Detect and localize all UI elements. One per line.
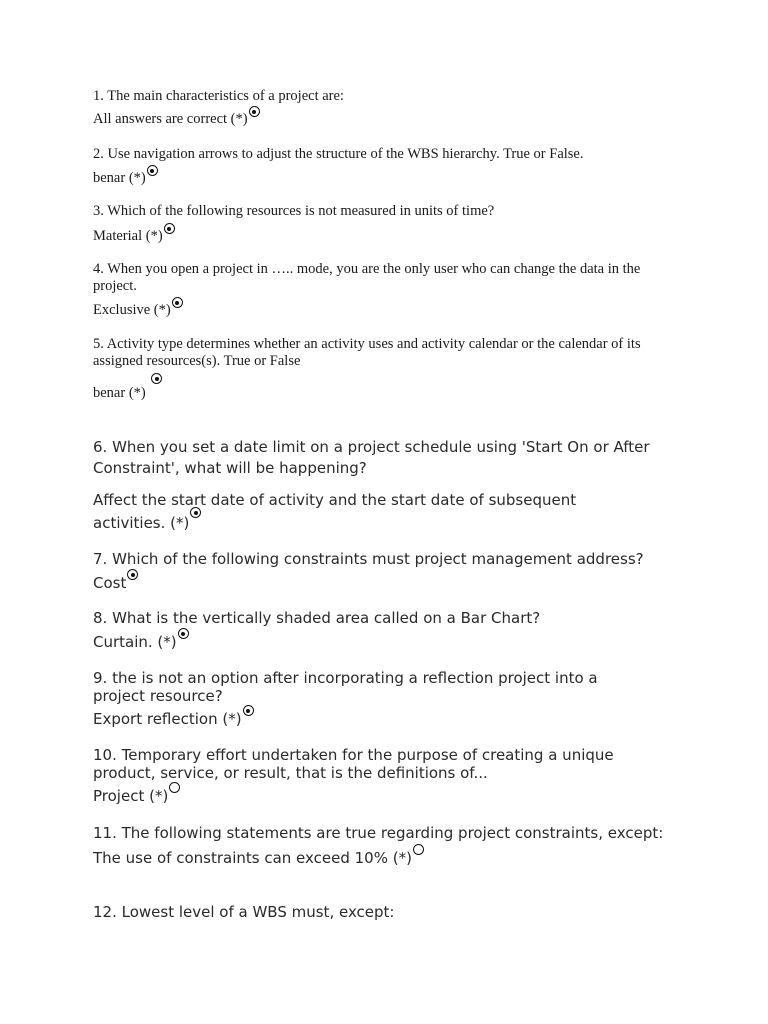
answer-1-text: All answers are correct (*) xyxy=(93,111,248,127)
answer-9 xyxy=(93,710,653,728)
radio-selected-icon[interactable] xyxy=(243,705,254,716)
radio-unselected-icon[interactable] xyxy=(413,844,424,855)
radio-selected-icon[interactable] xyxy=(127,569,138,580)
answer-11-text: The use of constraints can exceed 10% (*) xyxy=(93,849,412,867)
quiz-item-12 xyxy=(93,903,693,921)
radio-selected-icon[interactable] xyxy=(249,106,260,117)
answer-7-text: Cost xyxy=(93,574,127,592)
question-3: 3. Which of the following resources is not measured in units of time? xyxy=(93,203,495,219)
radio-selected-icon[interactable] xyxy=(147,165,158,176)
quiz-item-2 xyxy=(93,146,693,187)
answer-8 xyxy=(93,633,693,651)
question-4: 4. When you open a project in ….. mode, you are the only user who can change the data in the project. xyxy=(93,261,641,294)
question-11: 11. The following statements are true regarding project constraints, except: xyxy=(93,824,664,842)
radio-selected-icon[interactable] xyxy=(172,297,183,308)
answer-9-text: Export reflection (*) xyxy=(93,710,242,728)
answer-7 xyxy=(93,574,693,592)
quiz-item-5 xyxy=(93,336,673,402)
answer-1 xyxy=(93,111,693,128)
quiz-item-3 xyxy=(93,203,693,245)
answer-2 xyxy=(93,170,693,187)
answer-5 xyxy=(93,385,673,402)
answer-6-text: Affect the start date of activity and the start date of subsequent activities. (*) xyxy=(93,491,577,532)
answer-3 xyxy=(93,228,693,245)
quiz-item-4 xyxy=(93,261,668,319)
question-5: 5. Activity type determines whether an activity uses and activity calendar or the calendar of its assigned resources(s). True or False xyxy=(93,336,641,369)
quiz-item-1 xyxy=(93,88,693,128)
radio-selected-icon[interactable] xyxy=(164,223,175,234)
answer-4-text: Exclusive (*) xyxy=(93,302,171,318)
answer-4 xyxy=(93,302,668,319)
question-7: 7. Which of the following constraints must project management address? xyxy=(93,550,644,568)
answer-2-text: benar (*) xyxy=(93,170,146,186)
radio-selected-icon[interactable] xyxy=(151,373,162,384)
question-8: 8. What is the vertically shaded area called on a Bar Chart? xyxy=(93,609,541,627)
answer-5-text: benar (*) xyxy=(93,385,146,401)
question-12: 12. Lowest level of a WBS must, except: xyxy=(93,903,395,921)
radio-unselected-icon[interactable] xyxy=(169,782,180,793)
quiz-item-6 xyxy=(93,437,693,535)
question-2: 2. Use navigation arrows to adjust the structure of the WBS hierarchy. True or False. xyxy=(93,146,584,162)
answer-6 xyxy=(93,489,613,535)
quiz-item-8 xyxy=(93,609,693,651)
answer-3-text: Material (*) xyxy=(93,228,163,244)
question-9: 9. the is not an option after incorporating a reflection project into a project resource? xyxy=(93,669,598,705)
quiz-item-10 xyxy=(93,746,663,805)
question-1: 1. The main characteristics of a project are: xyxy=(93,88,344,104)
radio-selected-icon[interactable] xyxy=(190,507,201,518)
question-10: 10. Temporary effort undertaken for the purpose of creating a unique product, service, or result, that is the definitions of... xyxy=(93,746,614,782)
question-6: 6. When you set a date limit on a project schedule using 'Start On or After Constraint', what will be happening? xyxy=(93,438,650,477)
answer-11 xyxy=(93,849,673,867)
answer-10 xyxy=(93,787,663,805)
quiz-item-11 xyxy=(93,824,673,867)
answer-8-text: Curtain. (*) xyxy=(93,633,177,651)
quiz-item-7 xyxy=(93,550,693,592)
quiz-item-9 xyxy=(93,669,653,728)
answer-10-text: Project (*) xyxy=(93,787,169,805)
radio-selected-icon[interactable] xyxy=(178,628,189,639)
